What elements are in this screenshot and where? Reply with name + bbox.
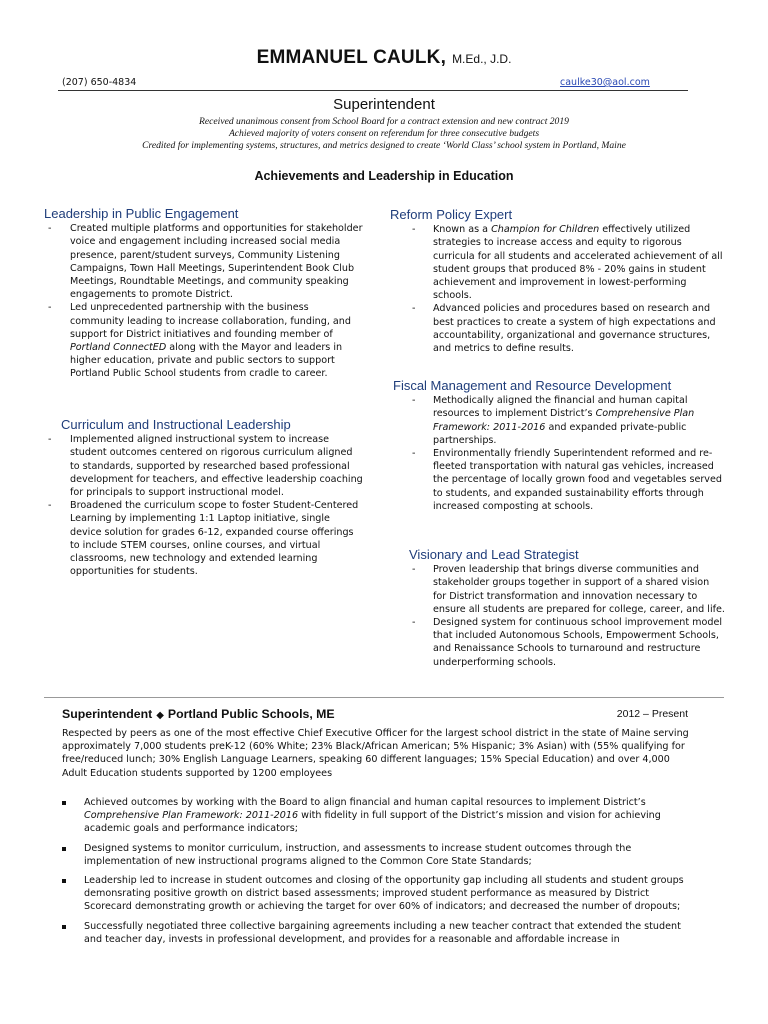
job-title: Superintendent	[62, 707, 153, 721]
bullet-list	[44, 433, 364, 578]
list-item-text: Implemented aligned instructional system to increase student outcomes centered on rigorous curriculum aligned to standards, supported by researched based professional development for teachers, and effective leadership coaching for principals to support instructional model.	[70, 434, 363, 499]
square-bullet-icon	[62, 879, 66, 883]
summary-line: Received unanimous consent from School Board for a contract extension and new contract 2019	[199, 116, 569, 127]
candidate-name: EMMANUEL CAULK,	[256, 47, 447, 68]
section-heading: Leadership in Public Engagement	[44, 206, 239, 221]
list-item	[62, 874, 690, 914]
list-item	[390, 394, 725, 447]
section-divider	[44, 697, 724, 698]
list-item	[44, 433, 364, 499]
list-item-emphasis: Champion for Children	[491, 224, 600, 236]
section-reform	[390, 208, 725, 355]
achievements-heading: Achievements and Leadership in Education	[254, 169, 514, 183]
section-heading: Visionary and Lead Strategist	[409, 547, 579, 562]
diamond-icon: ◆	[156, 710, 164, 721]
list-item	[62, 796, 690, 836]
job-header	[62, 707, 688, 721]
square-bullet-icon	[62, 925, 66, 929]
list-item	[390, 302, 725, 355]
list-item-text: Successfully negotiated three collective bargaining agreements including a new teacher contract that extended the student and teacher day, invests in professional development, and provides for a reasonable and affordable increase in	[84, 920, 681, 945]
list-item	[62, 920, 690, 946]
email-link[interactable]: caulke30@aol.com	[560, 77, 650, 88]
bullet-list	[44, 222, 364, 380]
dash-marker: -	[412, 224, 416, 236]
dash-marker: -	[412, 448, 416, 460]
list-item	[390, 447, 725, 513]
list-item-text: with fidelity in full support of the District’s mission and vision for achieving academic goals and performance indicators;	[84, 810, 661, 835]
job-description: Respected by peers as one of the most effective Chief Executive Officer for the largest school district in the state of Maine serving approximately 7,000 students preK-12 (60% White; 23% Black/African American; 5% Hispanic; 3% Asian) with (55% qualifying for free/reduced lunch; 30% English Language Learners, speaking 60 different languages; 15% Special Education) and over 4,000 Adult Education students supported by 1200 employees	[62, 728, 689, 779]
header-divider	[58, 90, 688, 91]
dash-marker: -	[48, 500, 52, 512]
list-item	[44, 222, 364, 301]
dash-marker: -	[412, 395, 416, 407]
summary-block	[0, 116, 768, 152]
left-column-curriculum	[44, 418, 364, 578]
job-dates: 2012 – Present	[616, 708, 688, 720]
resume-name-header	[0, 47, 768, 69]
section-heading: Reform Policy Expert	[390, 207, 513, 222]
bullet-list	[62, 796, 690, 946]
list-item-text: Proven leadership that brings diverse communities and stakeholder groups together in support of a shared vision for District transformation and innovation necessary to ensure all students are prepared for college, career, and life.	[433, 564, 725, 615]
list-item-emphasis: Comprehensive Plan Framework: 2011-2016	[433, 408, 695, 433]
bullet-list	[390, 563, 725, 669]
dash-marker: -	[48, 223, 52, 235]
left-column	[44, 207, 364, 381]
section-curriculum	[44, 418, 364, 578]
dash-marker: -	[48, 434, 52, 446]
list-item-text: Designed system for continuous school improvement model that included Autonomous Schools, Empowerment Schools, and Renaissance Schools to turnaround and restructure underperforming schools.	[433, 617, 723, 668]
list-item-text: Advanced policies and procedures based on research and best practices to create a system of high expectations and accountability, organizational and governance structures, and metrics to define results.	[433, 303, 716, 355]
list-item	[62, 842, 690, 868]
bullet-list	[390, 394, 725, 513]
dash-marker: -	[412, 303, 416, 315]
list-item-text: Designed systems to monitor curriculum, instruction, and assessments to increase student outcomes through the implementation of new instructional programs aligned to the Common Core State Standards;	[84, 842, 632, 867]
job-bullets	[62, 796, 690, 952]
bullet-list	[390, 223, 725, 355]
summary-line: Achieved majority of voters consent on referendum for three consecutive budgets	[228, 128, 540, 139]
list-item-text: Environmentally friendly Superintendent reformed and re-fleeted transportation with natural gas vehicles, increased the percentage of locally grown food and vegetables served to students, and expanded sustainability efforts through increased composting at schools.	[433, 448, 722, 512]
summary-line: Credited for implementing systems, structures, and metrics designed to create ‘World Class’ school system in Portland, Maine	[142, 140, 626, 151]
job-organization: Portland Public Schools, ME	[167, 707, 335, 721]
phone-number: (207) 650-4834	[62, 77, 137, 88]
list-item-text: Methodically aligned the financial and human capital resources to implement District’s	[433, 395, 688, 420]
section-engagement	[44, 207, 364, 381]
list-item-text: effectively utilized strategies to increase access and equity to rigorous curricula for all students and accelerated achievement of all student groups that produced 8% - 20% gains in student achievement and improvement in lowest-performing schools.	[433, 224, 723, 302]
position-title: Superintendent	[333, 96, 435, 113]
list-item-text: Led unprecedented partnership with the business community leading to increase collaboration, funding, and support for District initiatives and founding member of	[70, 302, 351, 340]
list-item-text: Broadened the curriculum scope to foster Student-Centered Learning by implementing 1:1 Laptop initiative, single device solution for grades 6-12, expanded course offerings to include STEM courses, online courses, and virtual classrooms, new technology and extended learning opportunities for students.	[70, 500, 359, 578]
square-bullet-icon	[62, 801, 66, 805]
list-item	[44, 499, 364, 578]
list-item-text: Achieved outcomes by working with the Board to align financial and human capital resources to implement District’s	[84, 797, 646, 808]
list-item-text: Known as a	[433, 224, 492, 236]
square-bullet-icon	[62, 847, 66, 851]
list-item-text: and expanded private-public partnerships.	[433, 421, 687, 446]
dash-marker: -	[48, 302, 52, 314]
dash-marker: -	[412, 617, 416, 629]
dash-marker: -	[412, 564, 416, 576]
section-fiscal	[390, 379, 725, 513]
list-item	[44, 301, 364, 380]
list-item-emphasis: Portland ConnectED	[70, 342, 167, 354]
list-item	[390, 616, 725, 669]
list-item-text: along with the Mayor and leaders in higher education, private and public sectors to support Portland Public School students from cradle to career.	[70, 342, 343, 380]
section-heading: Fiscal Management and Resource Development	[393, 378, 672, 393]
list-item	[390, 563, 725, 616]
list-item-emphasis: Comprehensive Plan Framework: 2011-2016	[84, 810, 299, 822]
list-item-text: Leadership led to increase in student outcomes and closing of the opportunity gap including all students and student groups demonsrating positive growth on district based assessments; improved student performance as measured by District Scorecard demonstrating growth or achieving the target for over 60% of indicators; and decreased the number of dropouts;	[84, 875, 684, 913]
list-item	[390, 223, 725, 302]
list-item-text: Created multiple platforms and opportunities for stakeholder voice and engagement including increased social media presence, parent/student surveys, Community Listening Campaigns, Town Hall Meetings, Superintendent Book Club Meetings, Roundtable Meetings, and community speaking engagements to promote District.	[70, 223, 363, 301]
candidate-credentials: M.Ed., J.D.	[452, 52, 512, 66]
section-visionary	[390, 548, 725, 669]
section-heading: Curriculum and Instructional Leadership	[61, 417, 291, 432]
